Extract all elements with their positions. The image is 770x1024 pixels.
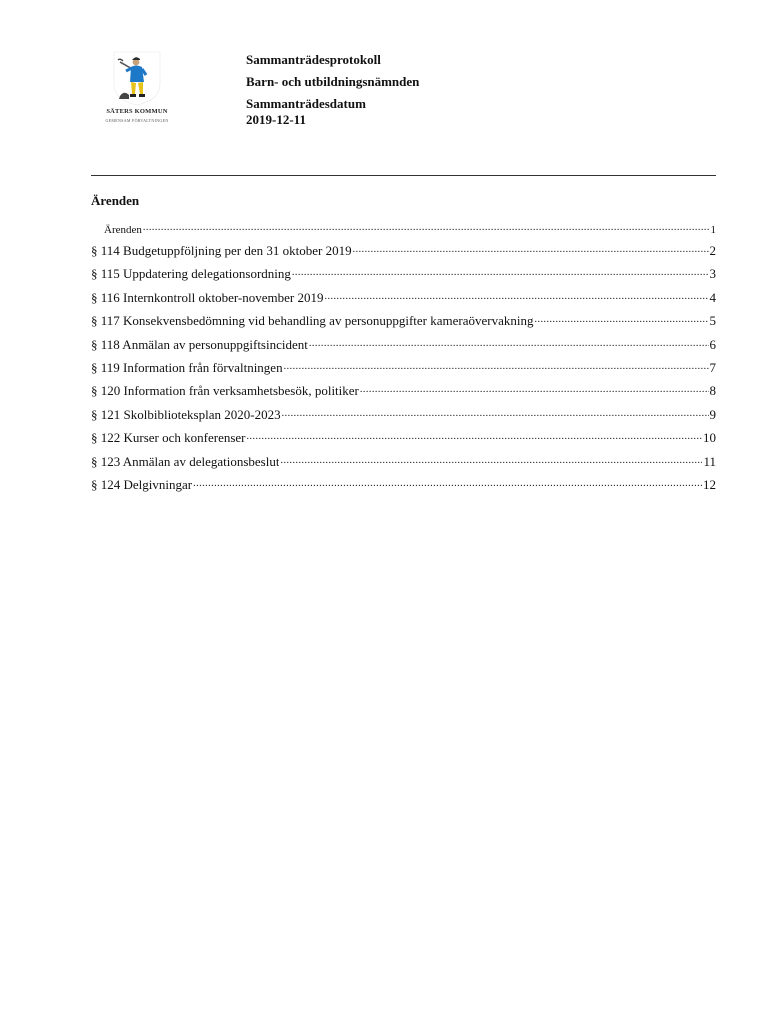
toc-entry-page: 5 bbox=[709, 313, 716, 329]
toc-entry[interactable] bbox=[91, 286, 716, 309]
toc-entry-title: § 115 Uppdatering delegationsordning bbox=[91, 266, 291, 282]
toc-dot-leader bbox=[280, 453, 702, 466]
meeting-date-label: Sammanträdesdatum bbox=[246, 96, 366, 111]
municipality-logo bbox=[98, 50, 176, 130]
toc-entry-title: § 118 Anmälan av personuppgiftsincident bbox=[91, 336, 308, 352]
toc-dot-leader bbox=[247, 429, 702, 442]
toc-entry-page: 3 bbox=[709, 266, 716, 282]
toc-entry-title: § 123 Anmälan av delegationsbeslut bbox=[91, 453, 280, 469]
toc-entry-page: 10 bbox=[703, 430, 716, 446]
toc-entry-page: 12 bbox=[703, 476, 716, 492]
toc-dot-leader bbox=[292, 265, 709, 278]
toc-entry-page: 9 bbox=[709, 406, 716, 422]
toc-entry-title: § 122 Kurser och konferenser bbox=[91, 430, 246, 446]
coat-of-arms-icon bbox=[98, 50, 176, 106]
committee-name: Barn- och utbildningsnämnden bbox=[246, 74, 420, 89]
toc-entry-title: Ärenden bbox=[104, 224, 142, 236]
header-divider bbox=[91, 175, 716, 176]
municipality-subtitle: GEMENSAM FÖRVALTNINGEN bbox=[105, 118, 169, 123]
toc-entry-title: § 124 Delgivningar bbox=[91, 476, 193, 492]
toc-entry-title: § 116 Internkontroll oktober-november 2019 bbox=[91, 289, 324, 305]
toc-entry-title: § 117 Konsekvensbedömning vid behandling av personuppgifter kameraövervakning bbox=[91, 313, 534, 329]
toc-entry[interactable] bbox=[91, 333, 716, 356]
table-of-contents bbox=[91, 222, 716, 496]
toc-entry[interactable] bbox=[91, 222, 716, 239]
protocol-header bbox=[246, 52, 666, 128]
toc-entry-title: § 114 Budgetuppföljning per den 31 oktober 2019 bbox=[91, 243, 352, 258]
municipality-name: SÄTERS KOMMUN bbox=[106, 108, 168, 115]
toc-dot-leader bbox=[353, 242, 709, 255]
toc-entry-title: § 119 Information från förvaltningen bbox=[91, 359, 283, 375]
toc-dot-leader bbox=[535, 312, 709, 325]
toc-entry[interactable] bbox=[91, 309, 716, 332]
toc-dot-leader bbox=[284, 359, 709, 372]
document-title: Sammanträdesprotokoll bbox=[246, 52, 381, 67]
toc-entry[interactable] bbox=[91, 473, 716, 496]
toc-dot-leader bbox=[282, 406, 709, 419]
toc-entry[interactable] bbox=[91, 262, 716, 285]
toc-entry-page: 6 bbox=[709, 336, 716, 352]
toc-entry-page: 11 bbox=[703, 453, 716, 469]
section-heading: Ärenden bbox=[91, 193, 140, 208]
toc-entry-page: 2 bbox=[709, 243, 716, 258]
toc-entry[interactable] bbox=[91, 379, 716, 402]
toc-entry[interactable] bbox=[91, 450, 716, 473]
toc-entry-page: 4 bbox=[709, 289, 716, 305]
toc-entry[interactable] bbox=[91, 356, 716, 379]
toc-entry-page: 1 bbox=[710, 224, 716, 236]
toc-dot-leader bbox=[193, 476, 702, 489]
toc-entry-page: 7 bbox=[709, 359, 716, 375]
toc-entry[interactable] bbox=[91, 239, 716, 262]
toc-dot-leader bbox=[143, 222, 710, 233]
toc-entry-page: 8 bbox=[709, 383, 716, 399]
toc-dot-leader bbox=[324, 289, 708, 302]
toc-dot-leader bbox=[360, 382, 709, 395]
toc-entry-title: § 120 Information från verksamhetsbesök, politiker bbox=[91, 383, 359, 399]
toc-dot-leader bbox=[309, 336, 709, 349]
toc-entry-title: § 121 Skolbiblioteksplan 2020-2023 bbox=[91, 406, 281, 422]
toc-entry[interactable] bbox=[91, 403, 716, 426]
toc-entry[interactable] bbox=[91, 426, 716, 449]
meeting-date-value: 2019-12-11 bbox=[246, 112, 306, 127]
